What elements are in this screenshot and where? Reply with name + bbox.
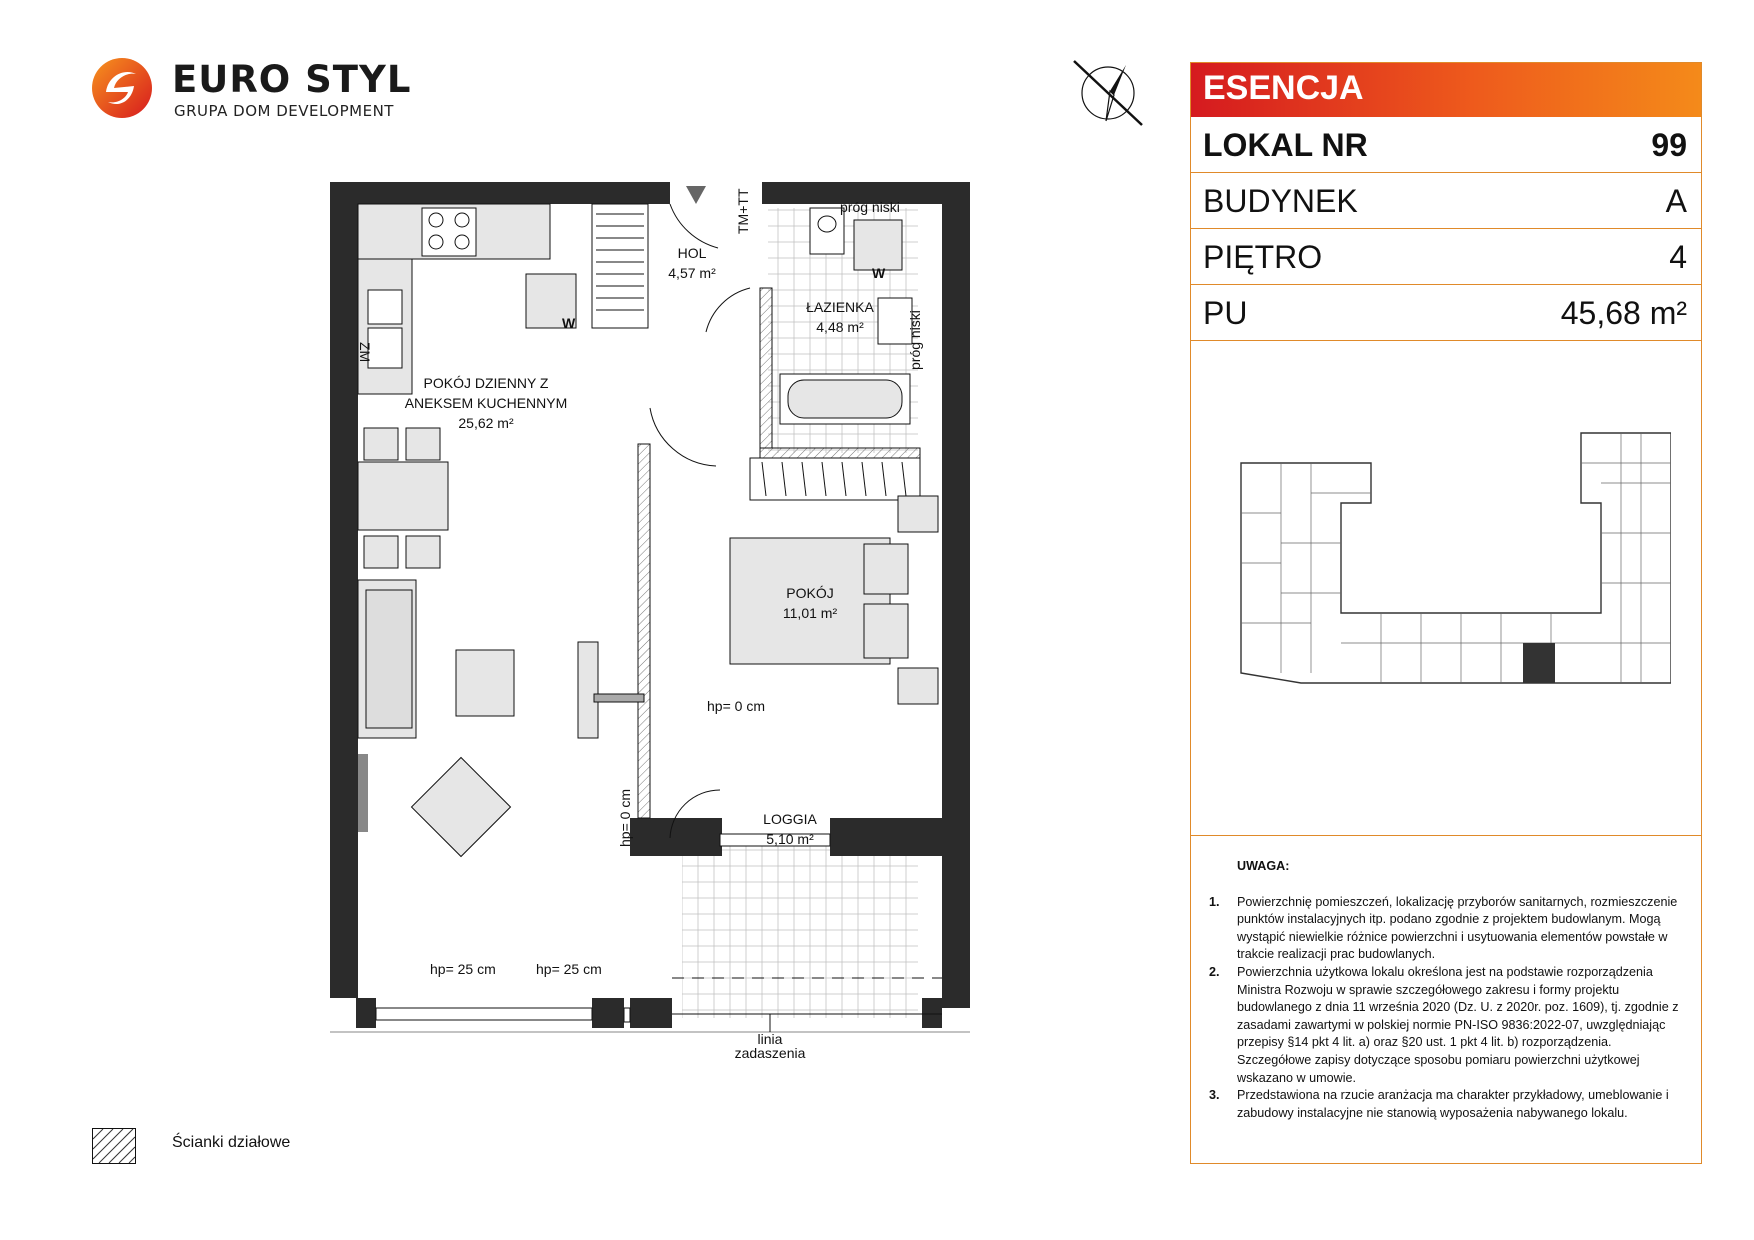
armchair — [412, 758, 511, 857]
notes-title: UWAGA: — [1237, 859, 1290, 873]
hp-label-bedroom: hp= 0 cm — [707, 698, 765, 714]
floor-plan — [330, 178, 970, 1068]
brand-logo — [90, 56, 420, 126]
row-label-pietro: PIĘTRO — [1203, 239, 1323, 275]
room-name-living-2: ANEKSEM KUCHENNYM — [404, 395, 568, 411]
row-label-pu: PU — [1203, 295, 1248, 331]
note-item — [1209, 894, 1687, 964]
notes — [1209, 858, 1687, 1122]
tm-tt-label: TM+TT — [735, 188, 751, 234]
legend-label: Ścianki działowe — [172, 1134, 291, 1151]
row-pietro — [1191, 229, 1701, 285]
north-compass-icon — [1070, 55, 1146, 131]
brand-name: EURO STYL — [172, 58, 412, 101]
loggia-floor — [682, 842, 918, 1018]
bed — [730, 496, 938, 704]
row-value-budynek: A — [1665, 183, 1687, 219]
room-area-hol: 4,57 m² — [668, 265, 716, 281]
row-pu — [1191, 285, 1701, 341]
project-name: ESENCJA — [1203, 69, 1364, 107]
radiator-left — [358, 754, 368, 832]
room-name-loggia: LOGGIA — [763, 811, 817, 827]
room-area-loggia: 5,10 m² — [766, 831, 814, 847]
roof-line-label-1: linia — [757, 1031, 783, 1047]
hp-label-window-2: hp= 25 cm — [536, 961, 602, 977]
hp-label-loggia: hp= 0 cm — [617, 789, 633, 847]
w-label-2: W — [872, 265, 886, 281]
prog-niski-label-1: próg niski — [840, 199, 900, 215]
room-area-bathroom: 4,48 m² — [816, 319, 864, 335]
note-item — [1209, 964, 1687, 1087]
sofa — [358, 580, 416, 738]
row-value-pietro: 4 — [1669, 239, 1687, 275]
coffee-table — [456, 650, 514, 716]
notes-separator — [1191, 835, 1701, 836]
selected-unit-marker — [1523, 643, 1555, 683]
room-area-bedroom: 11,01 m² — [782, 605, 838, 621]
room-name-bedroom: POKÓJ — [786, 585, 834, 601]
wardrobe-hall — [592, 204, 648, 328]
room-area-living: 25,62 m² — [458, 415, 514, 431]
prog-niski-label-2: próg niski — [907, 310, 923, 370]
row-value-lokal: 99 — [1651, 127, 1687, 163]
room-name-hol: HOL — [677, 245, 707, 261]
tv-unit — [578, 642, 598, 738]
kitchen — [358, 204, 576, 394]
info-panel — [1190, 62, 1702, 1164]
zm-label: ZM — [357, 342, 373, 363]
partition-wall-legend-icon — [92, 1128, 136, 1164]
note-item — [1209, 1087, 1687, 1122]
room-name-living-1: POKÓJ DZIENNY Z — [423, 375, 549, 391]
panel-header — [1191, 63, 1701, 117]
row-budynek — [1191, 173, 1701, 229]
note-text: Powierzchnię pomieszczeń, lokalizację przyborów sanitarnych, rozmieszczenie punktów instalacyjnych itp. podano zgodnie z projektem budowlanym. Mogą wystąpić niewielkie różnice powierzchni i usytuowania elementów powstałe w trakcie realizacji prac budowlanych. — [1237, 894, 1678, 962]
dining-set — [358, 428, 448, 568]
note-number: 2. — [1209, 964, 1220, 979]
row-lokal — [1191, 117, 1701, 173]
wardrobe-bedroom — [750, 458, 920, 500]
roof-line-label-2: zadaszenia — [734, 1045, 806, 1061]
eurostyl-logo-icon — [90, 56, 154, 120]
note-text: Powierzchnia użytkowa lokalu określona jest na podstawie rozporządzenia Ministra Rozwoju w sprawie szczegółowego zakresu i formy projektu budowlanego z dnia 11 września 2020 (Dz. U. z 2020r. poz. 1609), tj. zgodnie z zasadami zawartymi w polskiej normie PN-ISO 9836:2022-07, uwzględniając przepisy §14 pkt 4 lit. a) oraz §20 ust. 1 pkt 4 lit. b) rozporządzenia. Szczegółowe zapisy dotyczące sposobu pomiaru powierzchni użytkowej wskazano w umowie. — [1237, 964, 1679, 1085]
entrance-arrow-icon — [686, 186, 706, 204]
hp-label-window-1: hp= 25 cm — [430, 961, 496, 977]
note-number: 3. — [1209, 1088, 1220, 1103]
row-value-pu: 45,68 m² — [1560, 295, 1687, 331]
note-number: 1. — [1209, 894, 1220, 909]
row-label-budynek: BUDYNEK — [1203, 183, 1358, 219]
doors — [650, 204, 750, 838]
room-name-bathroom: ŁAZIENKA — [806, 299, 874, 315]
brand-subtitle: GRUPA DOM DEVELOPMENT — [174, 102, 394, 120]
building-key-plan — [1221, 423, 1671, 743]
row-label-lokal: LOKAL NR — [1203, 127, 1368, 163]
w-label-1: W — [562, 315, 576, 331]
note-text: Przedstawiona na rzucie aranżacja ma charakter przykładowy, umeblowanie i zabudowy instalacyjne nie stanowią wyposażenia nabywanego lokalu. — [1237, 1088, 1669, 1120]
